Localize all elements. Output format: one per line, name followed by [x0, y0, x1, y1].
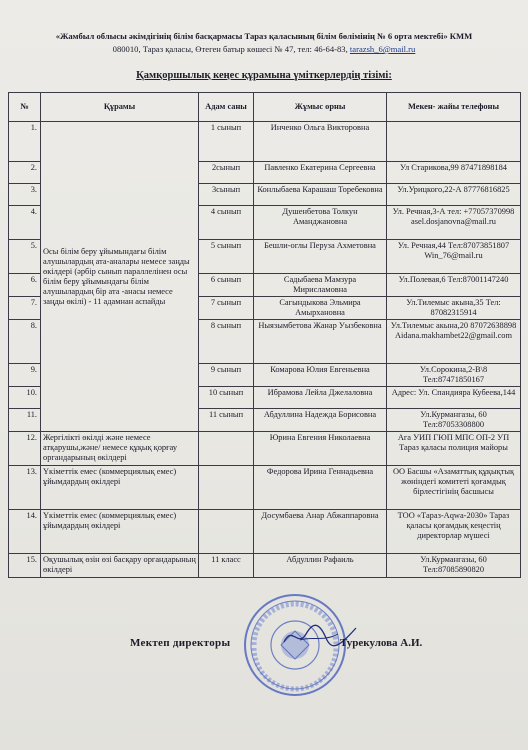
address-text: 080010, Тараз қаласы, Өтеген батыр көшесі № 47, тел: 46-64-83, — [112, 44, 350, 54]
row-work: Конлыбаева Карашаш Торебековна — [254, 184, 387, 206]
row-work: Абдуллин Рафаиль — [254, 554, 387, 578]
row-number: 12. — [9, 432, 41, 466]
row-count: 11 сынып — [199, 409, 254, 432]
table-row — [9, 466, 521, 510]
row-work: Комарова Юлия Евгеньевна — [254, 364, 387, 387]
row-address: ТОО «Тараз-Aqwa-2030» Тараз қаласы қоғамдық кеңестің директорлар мүшесі — [387, 510, 521, 554]
row-count: 2сынып — [199, 162, 254, 184]
row-number: 10. — [9, 387, 41, 409]
row-work: Досумбаева Анар Абжаппаровна — [254, 510, 387, 554]
parents-composition-cell: Осы білім беру ұйымындағы білім алушылардың ата-аналары немесе заңды өкілдері (әрбір сынып параллелінен осы білім беру ұйымындағы білім алушылардың бір ата -анасы немесе заңды өкілі) - 11 адамнан аспайды — [41, 122, 199, 432]
row-work: Ныязымбетова Жанар Уызбековна — [254, 320, 387, 364]
row-work: Федорова Ирина Геннадьевна — [254, 466, 387, 510]
row-number: 9. — [9, 364, 41, 387]
table-row — [9, 510, 521, 554]
row-address: Ул. Речная,44 Тел:87073851807 Win_76@mail.ru — [387, 240, 521, 274]
table-header-row — [9, 93, 521, 122]
row-composition: Үкіметтік емес (коммерциялық емес) ұйымдардың өкілдері — [41, 510, 199, 554]
row-count: 8 сынып — [199, 320, 254, 364]
row-work: Юрина Евгения Николаевна — [254, 432, 387, 466]
row-work: Абдуллина Надежда Борисовна — [254, 409, 387, 432]
row-address: Ул.Тилемыс акына,35 Тел: 87082315914 — [387, 297, 521, 320]
row-count: 6 сынып — [199, 274, 254, 297]
row-number: 14. — [9, 510, 41, 554]
row-number: 15. — [9, 554, 41, 578]
row-count: 7 сынып — [199, 297, 254, 320]
row-count — [199, 510, 254, 554]
row-count: 11 класс — [199, 554, 254, 578]
row-count: 1 сынып — [199, 122, 254, 162]
row-address: Ул.Полевая,6 Тел:87001147240 — [387, 274, 521, 297]
row-count: 4 сынып — [199, 206, 254, 240]
table-row — [9, 122, 521, 162]
row-number: 1. — [9, 122, 41, 162]
row-work: Душенбетова Толкун Аманджановна — [254, 206, 387, 240]
row-count: 3сынып — [199, 184, 254, 206]
table-row — [9, 554, 521, 578]
row-address: Ул Старикова,99 87471898184 — [387, 162, 521, 184]
director-label: Мектеп директоры — [130, 637, 231, 649]
row-number: 5. — [9, 240, 41, 274]
row-number: 8. — [9, 320, 41, 364]
row-work: Ибрамова Лейла Джелаловна — [254, 387, 387, 409]
row-work: Садыбаева Мамзура Мирисламовна — [254, 274, 387, 297]
row-composition: Үкіметтік емес (коммерциялық емес) ұйымдардың өкілдері — [41, 466, 199, 510]
row-address: Ул.Тилемыс акына,20 87072638898 Aidana.makhambet22@gmail.com — [387, 320, 521, 364]
row-count — [199, 466, 254, 510]
row-work: Павленко Екатерина Сергеевна — [254, 162, 387, 184]
row-count — [199, 432, 254, 466]
header-composition: Құрамы — [41, 93, 199, 122]
row-work: Инченко Ольга Викторовна — [254, 122, 387, 162]
header-address: Мекен- жайы телефоны — [387, 93, 521, 122]
row-number: 2. — [9, 162, 41, 184]
director-name: Турекулова А.И. — [340, 637, 423, 649]
header-count: Адам саны — [199, 93, 254, 122]
document-title: Қамқоршылық кеңес құрамына үміткерлердің тізімі: — [136, 70, 392, 81]
row-work: Бешли-оглы Перуза Ахметовна — [254, 240, 387, 274]
row-address: Ул.Курмангазы, 60 Тел:87053308800 — [387, 409, 521, 432]
table-row — [9, 432, 521, 466]
row-address: Ул. Речная,3-А тел: +77057370998 asel.dosjanovna@mail.ru — [387, 206, 521, 240]
row-number: 7. — [9, 297, 41, 320]
row-number: 11. — [9, 409, 41, 432]
row-number: 6. — [9, 274, 41, 297]
row-count: 9 сынып — [199, 364, 254, 387]
row-count: 5 сынып — [199, 240, 254, 274]
row-address: ОО Басшы «Азаматтық құқықтық жөніндегі комитеті қоғамдық бірлестігінің басшысы — [387, 466, 521, 510]
signature-block — [0, 630, 528, 670]
row-work: Сагындыкова Эльмира Амырхановна — [254, 297, 387, 320]
row-address: Ул.Курмангазы, 60 Тел:87085890820 — [387, 554, 521, 578]
row-address — [387, 122, 521, 162]
school-email-link[interactable]: tarazsh_6@mail.ru — [349, 44, 416, 54]
row-composition: Жергілікті өкілді және немесе атқарушы,және/ немесе құқық қорғау органдарының өкілдері — [41, 432, 199, 466]
row-address: Адрес: Ул. Спандияра Кубеева,144 — [387, 387, 521, 409]
candidates-table — [8, 92, 521, 578]
school-address-line — [20, 43, 508, 56]
row-count: 10 сынып — [199, 387, 254, 409]
school-name-header: «Жамбыл облысы әкімдігінің білім басқармасы Тараз қаласының білім бөлімінің № 6 орта мектебі» КММ — [55, 31, 473, 41]
row-address: Ага УИП ГЮП МПС ОП-2 УП Тараз қаласы полиция майоры — [387, 432, 521, 466]
header-number: № — [9, 93, 41, 122]
row-address: Ул.Урицкого,22-А 87776816825 — [387, 184, 521, 206]
header-workplace: Жұмыс орны — [254, 93, 387, 122]
row-number: 13. — [9, 466, 41, 510]
row-number: 4. — [9, 206, 41, 240]
row-number: 3. — [9, 184, 41, 206]
row-address: Ул.Сорокина,2-В\8 Тел:87471850167 — [387, 364, 521, 387]
row-composition: Оқушылық өзін өзі басқару органдарының өкілдері — [41, 554, 199, 578]
